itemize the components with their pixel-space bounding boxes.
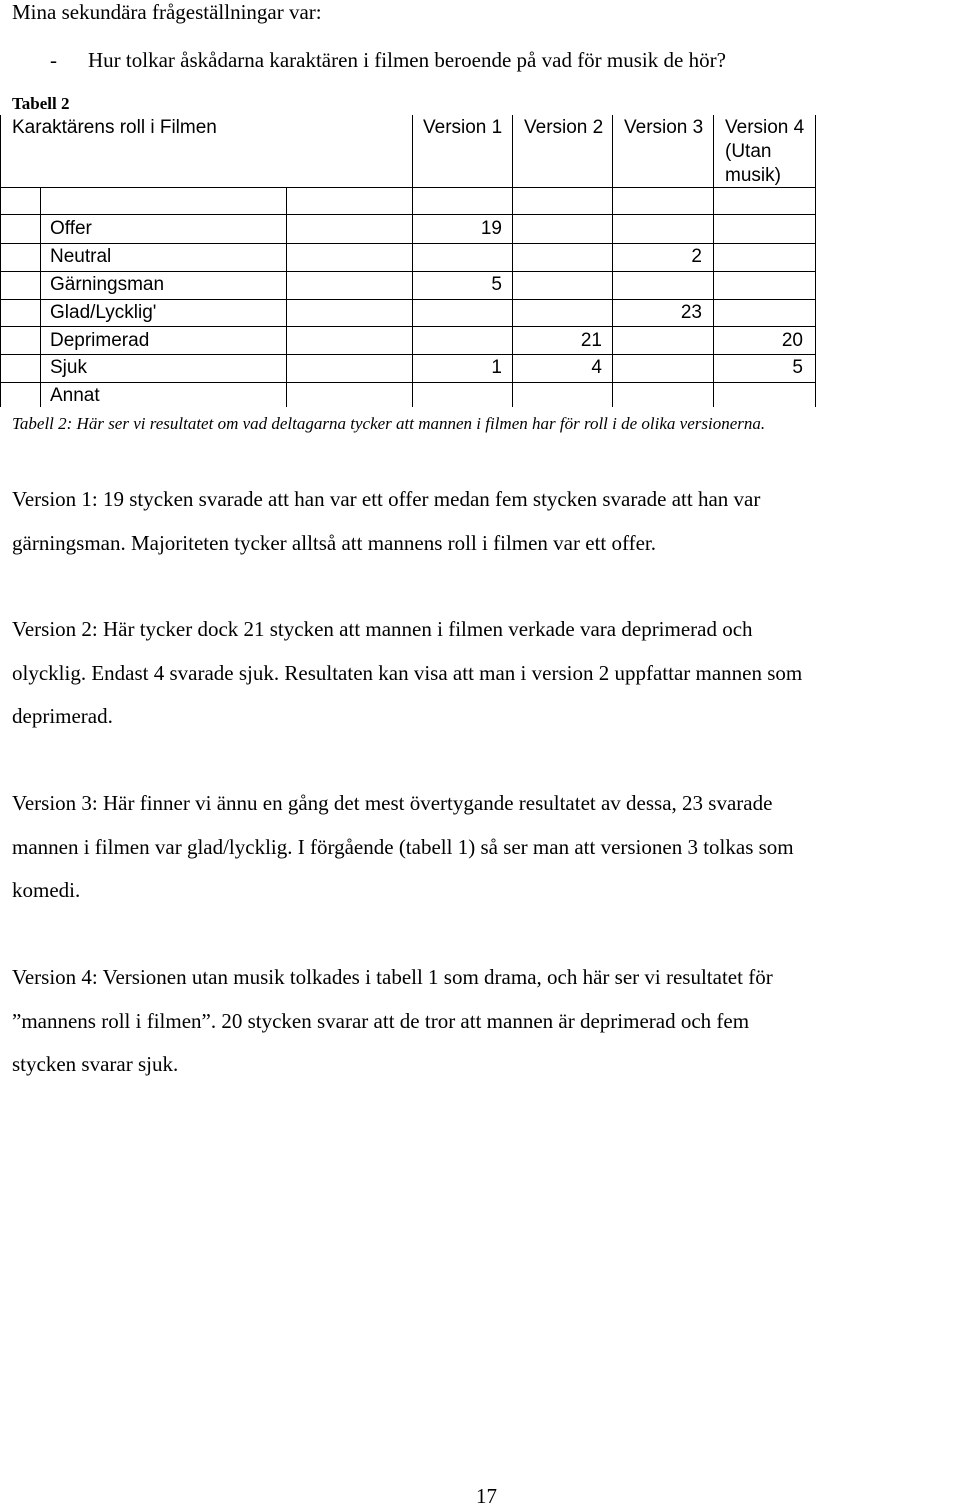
- row-label: Annat: [50, 385, 100, 406]
- grid-line: [40, 187, 41, 407]
- row-label: Offer: [50, 218, 92, 239]
- cell-version-4: 20: [781, 330, 803, 351]
- bullet-text: Hur tolkar åskådarna karaktären i filmen beroende på vad för musik de hör?: [88, 48, 726, 72]
- row-label: Gärningsman: [50, 274, 165, 295]
- paragraph-line: Version 1: 19 stycken svarade att han var ett offer medan fem stycken svarade att han var: [12, 487, 761, 511]
- paragraph-line: deprimerad.: [12, 704, 113, 728]
- column-header-version-4: Version 4 (Utan musik): [725, 117, 805, 186]
- column-header-version-2: Version 2: [524, 117, 604, 138]
- grid-line: [0, 354, 816, 355]
- column-header-role: Karaktärens roll i Filmen: [12, 117, 217, 138]
- paragraph-version-3: [12, 782, 957, 913]
- cell-version-4: 5: [792, 357, 803, 378]
- paragraph-version-1: [12, 478, 957, 565]
- row-label: Neutral: [50, 246, 112, 267]
- cell-version-1: 1: [491, 357, 502, 378]
- page-number: 17: [476, 1484, 497, 1508]
- paragraph-line: komedi.: [12, 878, 81, 902]
- grid-line: [0, 115, 1, 407]
- grid-line: [0, 382, 816, 383]
- heading: Mina sekundära frågeställningar var:: [12, 0, 322, 24]
- bullet-dash: -: [50, 48, 57, 72]
- column-header-version-3: Version 3: [624, 117, 704, 138]
- cell-version-1: 5: [491, 274, 502, 295]
- cell-version-2: 21: [580, 330, 602, 351]
- paragraph-line: mannen i filmen var glad/lycklig. I förgående (tabell 1) så ser man att versionen 3 tolkas som: [12, 834, 794, 859]
- grid-line: [0, 243, 816, 244]
- cell-version-3: 23: [680, 302, 702, 323]
- column-header-version-1: Version 1: [423, 117, 503, 138]
- paragraph-version-4: [12, 956, 957, 1087]
- paragraph-line: Version 3: Här finner vi ännu en gång det mest övertygande resultatet av dessa, 23 svarade: [12, 791, 773, 815]
- paragraph-line: Version 2: Här tycker dock 21 stycken att mannen i filmen verkade vara deprimerad och: [12, 617, 753, 641]
- grid-line: [0, 271, 816, 272]
- grid-line: [286, 187, 287, 407]
- grid-line: [0, 326, 816, 327]
- cell-version-1: 19: [480, 218, 502, 239]
- row-label: Sjuk: [50, 357, 87, 378]
- table-title: Tabell 2: [12, 94, 70, 113]
- paragraph-version-2: [12, 608, 957, 739]
- grid-line: [0, 299, 816, 300]
- paragraph-line: gärningsman. Majoriteten tycker alltså att mannens roll i filmen var ett offer.: [12, 530, 656, 555]
- paragraph-line: ”mannens roll i filmen”. 20 stycken svarar att de tror att mannen är deprimerad och fem: [12, 1008, 750, 1033]
- cell-version-3: 2: [691, 246, 702, 267]
- table-caption: Tabell 2: Här ser vi resultatet om vad deltagarna tycker att mannen i filmen har för roll i de olika versionerna.: [12, 414, 766, 433]
- paragraph-line: Version 4: Versionen utan musik tolkades i tabell 1 som drama, och här ser vi resultatet för: [12, 965, 773, 989]
- paragraph-line: stycken svarar sjuk.: [12, 1052, 179, 1076]
- cell-version-2: 4: [591, 357, 602, 378]
- grid-line: [0, 214, 816, 215]
- grid-line: [815, 115, 816, 407]
- paragraph-line: olycklig. Endast 4 svarade sjuk. Resultaten kan visa att man i version 2 uppfattar mannen som: [12, 660, 803, 685]
- grid-line: [0, 187, 816, 188]
- row-label: Deprimerad: [50, 330, 150, 351]
- row-label: Glad/Lycklig': [50, 302, 157, 323]
